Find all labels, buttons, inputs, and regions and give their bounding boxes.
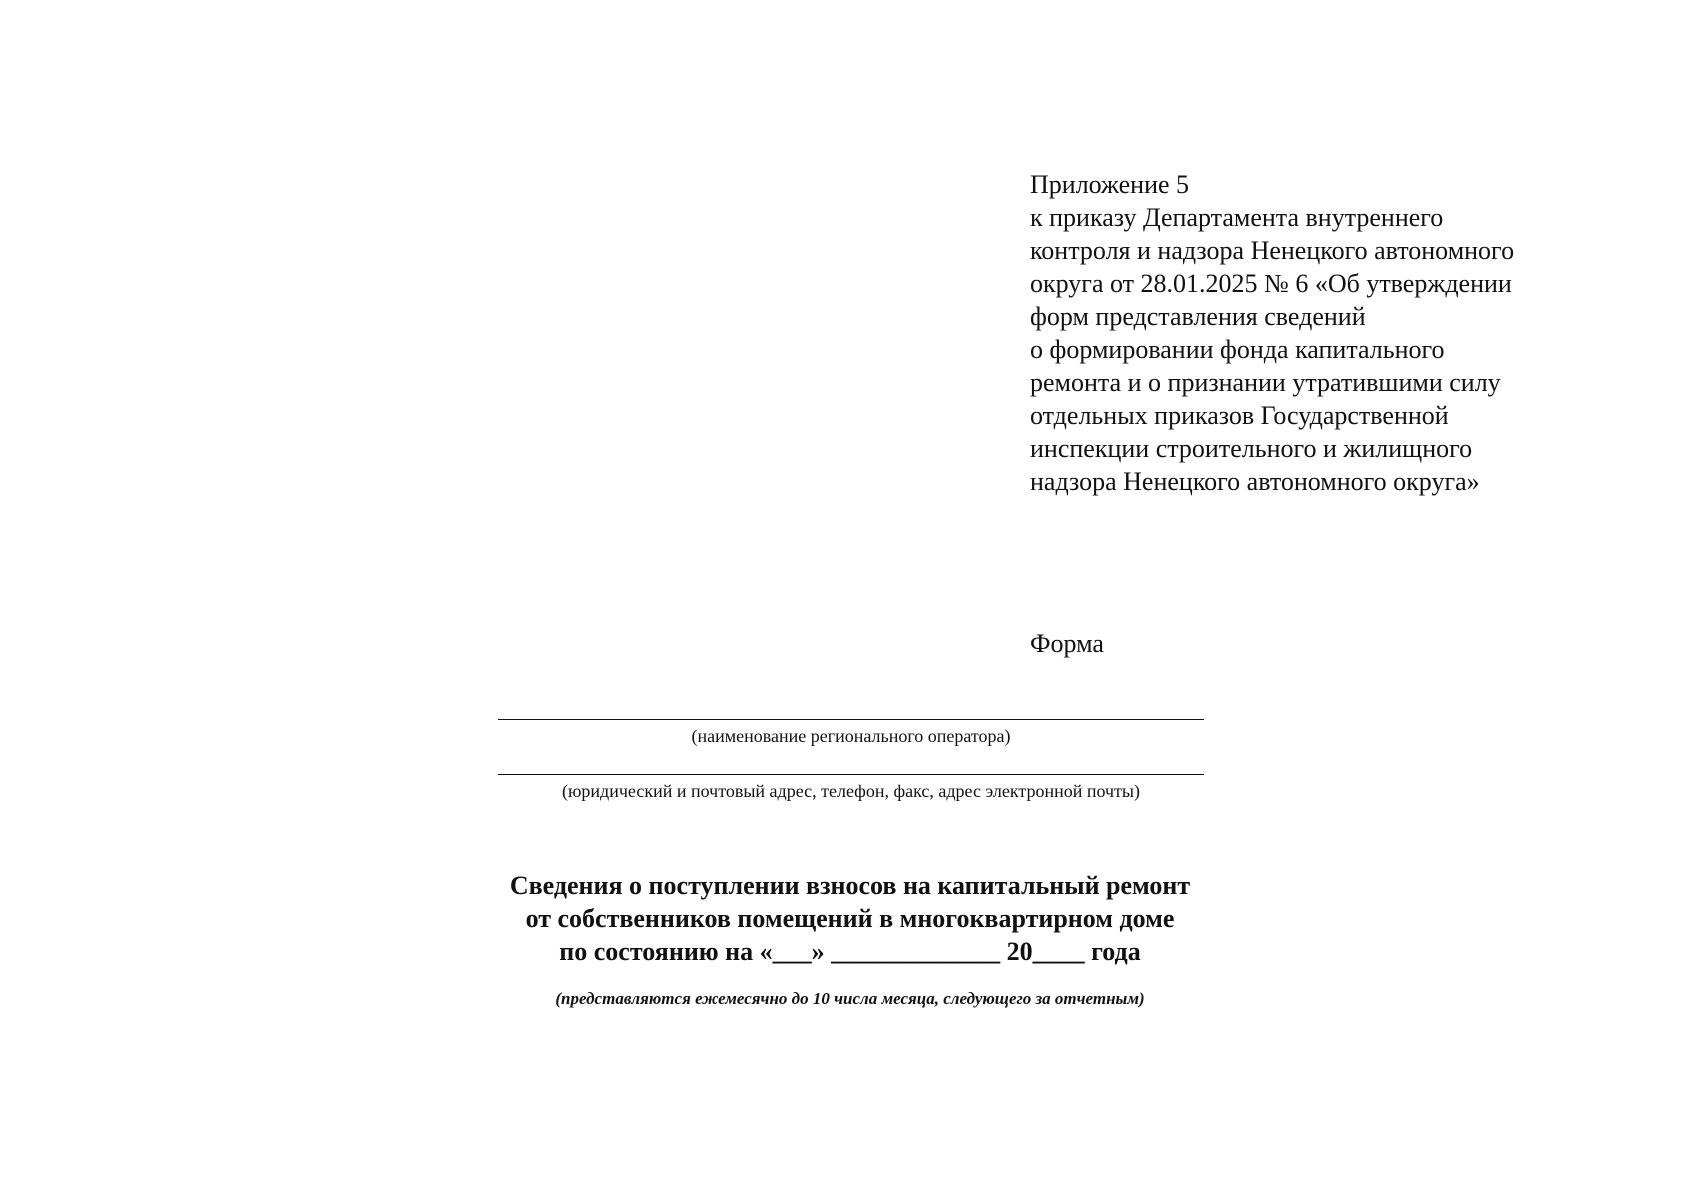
appendix-line: контроля и надзора Ненецкого автономного <box>1030 236 1515 265</box>
heading-line: Сведения о поступлении взносов на капитальный ремонт <box>509 871 1191 900</box>
appendix-line: форм представления сведений <box>1030 302 1366 331</box>
appendix-line: о формировании фонда капитального <box>1030 335 1445 364</box>
appendix-line: Приложение 5 <box>1030 170 1190 199</box>
appendix-reference <box>1030 168 1630 498</box>
appendix-line: инспекции строительного и жилищного <box>1030 434 1473 463</box>
appendix-line: округа от 28.01.2025 № 6 «Об утверждении <box>1030 269 1512 298</box>
appendix-line: отдельных приказов Государственной <box>1030 401 1449 430</box>
heading-line: по состоянию на «___» _____________ 20____ года <box>559 937 1141 966</box>
heading-line: от собственников помещений в многоквартирном доме <box>525 904 1175 933</box>
operator-address-caption: (юридический и почтовый адрес, телефон, факс, адрес электронной почты) <box>561 781 1141 801</box>
operator-address-field[interactable] <box>498 774 1204 802</box>
document-heading <box>440 869 1260 968</box>
operator-name-line[interactable] <box>498 719 1204 720</box>
submission-note: (представляются ежемесячно до 10 числа месяца, следующего за отчетным) <box>555 989 1145 1008</box>
form-label: Форма <box>1030 629 1104 658</box>
appendix-line: надзора Ненецкого автономного округа» <box>1030 467 1480 496</box>
appendix-line: ремонта и о признании утратившими силу <box>1030 368 1501 397</box>
operator-name-field[interactable] <box>498 719 1204 747</box>
appendix-line: к приказу Департамента внутреннего <box>1030 203 1444 232</box>
operator-name-caption: (наименование регионального оператора) <box>691 726 1011 746</box>
operator-address-line[interactable] <box>498 774 1204 775</box>
